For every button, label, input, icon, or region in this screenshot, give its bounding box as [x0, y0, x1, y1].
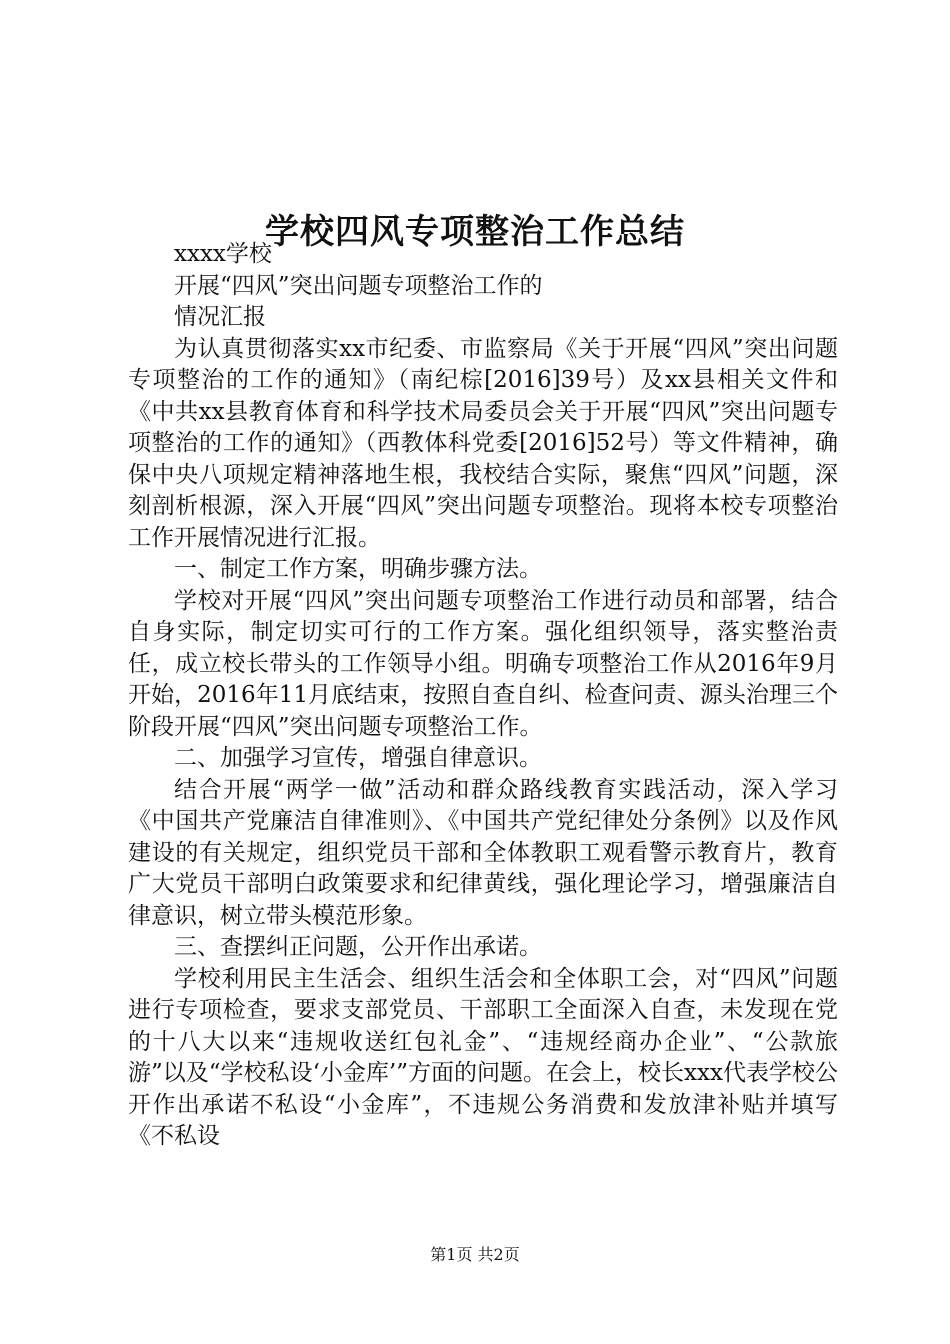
- report-heading-line-2: 情况汇报: [174, 304, 266, 330]
- section-paragraph-2: 结合开展“两学一做”活动和群众路线教育实践活动，深入学习《中国共产党廉洁自律准则》、《中国共产党纪律处分条例》以及作风建设的有关规定，组织党员干部和全体教职工观看警示教育片，教育广大党员干部明白政策要求和纪律黄线，强化理论学习，增强廉洁自律意识，树立带头模范形象。: [128, 776, 838, 929]
- section-heading-3: 三、查摆纠正问题，公开作出承诺。: [174, 934, 542, 960]
- organization-line: xxxx学校: [174, 241, 272, 267]
- section-paragraph-1: 学校对开展“四风”突出问题专项整治工作进行动员和部署，结合自身实际，制定切实可行的工作方案。强化组织领导，落实整治责任，成立校长带头的工作领导小组。明确专项整治工作从2016年9月开始，2016年11月底结束，按照自查自纠、检查问责、源头治理三个阶段开展“四风”突出问题专项整治工作。: [128, 587, 838, 740]
- intro-paragraph: 为认真贯彻落实xx市纪委、市监察局《关于开展“四风”突出问题专项整治的工作的通知》（南纪棕[2016]39号）及xx县相关文件和《中共xx县教育体育和科学技术局委员会关于开展“四风”突出问题专项整治的工作的通知》（西教体科党委[2016]52号）等文件精神，确保中央八项规定精神落地生根，我校结合实际，聚焦“四风”问题，深刻剖析根源，深入开展“四风”突出问题专项整治。现将本校专项整治工作开展情况进行汇报。: [128, 335, 838, 551]
- page-number-footer: 第1页 共2页: [430, 1245, 520, 1264]
- report-heading-line-1: 开展“四风”突出问题专项整治工作的: [174, 272, 543, 299]
- document-body: [128, 239, 838, 1153]
- document-title: 学校四风专项整治工作总结: [265, 211, 685, 252]
- section-paragraph-3: 学校利用民主生活会、组织生活会和全体职工会，对“四风”问题进行专项检查，要求支部党员、干部职工全面深入自查，未发现在党的十八大以来“违规收送红包礼金”、“违规经商办企业”、“公款旅游”以及“学校私设‘小金库’”方面的问题。在会上，校长xxx代表学校公开作出承诺不私设“小金库”，不违规公务消费和发放津补贴并填写《不私设: [128, 965, 838, 1149]
- section-heading-2: 二、加强学习宣传，增强自律意识。: [174, 745, 542, 771]
- section-heading-1: 一、制定工作方案，明确步骤方法。: [174, 556, 542, 582]
